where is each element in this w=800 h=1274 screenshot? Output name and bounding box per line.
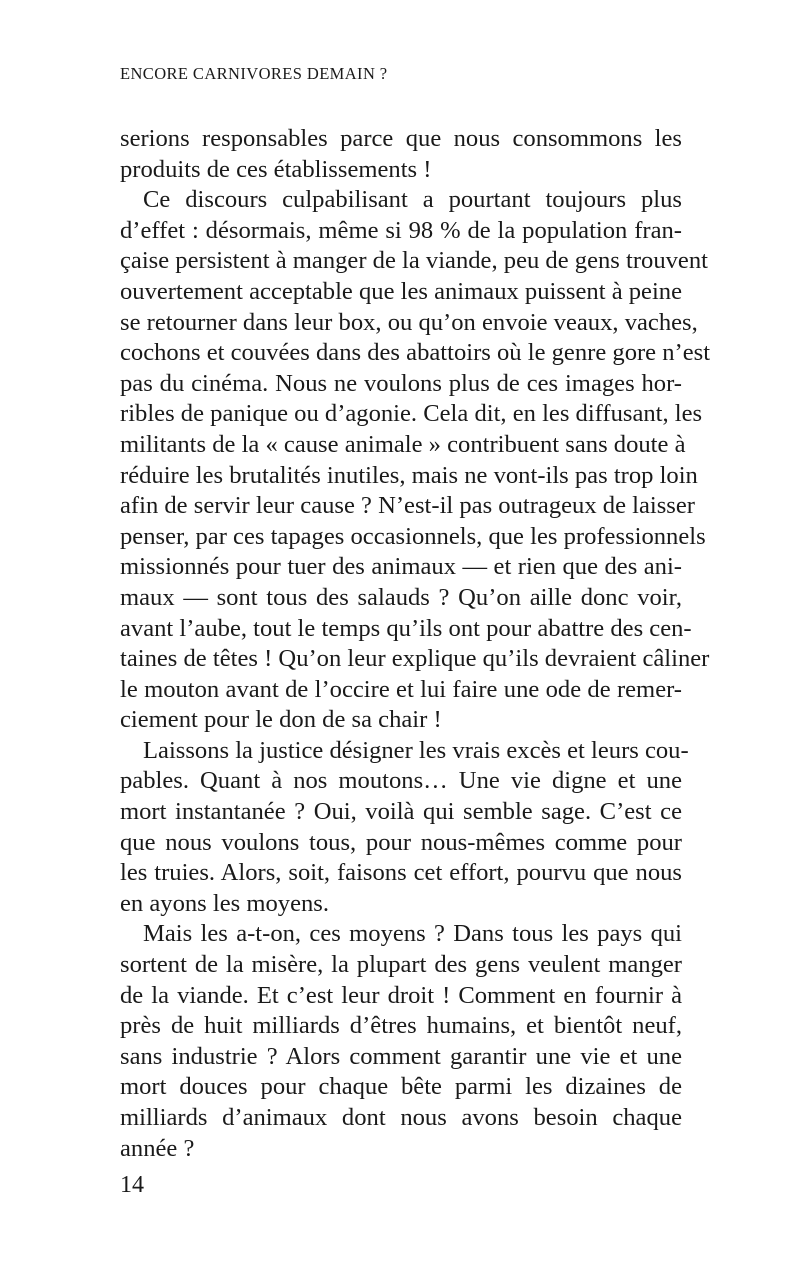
text-line: produits de ces établissements ! — [120, 155, 432, 183]
text-line: se retourner dans leur box, ou qu’on envoie veaux, vaches, — [120, 308, 698, 336]
text-line: ribles de panique ou d’agonie. Cela dit, en les diffusant, les — [120, 400, 703, 428]
text-line: en ayons les moyens. — [120, 889, 330, 917]
text-line: près de huit milliards d’êtres humains, et bientôt neuf, — [120, 1012, 682, 1040]
text-line: penser, par ces tapages occasionnels, que les professionnels — [120, 522, 706, 550]
text-line: militants de la « cause animale » contribuent sans doute à — [120, 430, 686, 458]
text-line: année ? — [120, 1134, 195, 1162]
text-line: réduire les brutalités inutiles, mais ne vont-ils pas trop loin — [120, 461, 698, 489]
text-line: d’effet : désormais, même si 98 % de la population fran- — [120, 216, 682, 244]
text-line: de la viande. Et c’est leur droit ! Comment en fournir à — [120, 981, 682, 1009]
text-line: le mouton avant de l’occire et lui faire une ode de remer- — [120, 675, 682, 703]
text-line: les truies. Alors, soit, faisons cet effort, pourvu que nous — [120, 859, 682, 887]
text-line: afin de servir leur cause ? N’est-il pas outrageux de laisser — [120, 492, 695, 520]
text-line: avant l’aube, tout le temps qu’ils ont pour abattre des cen- — [120, 614, 692, 642]
text-line: pas du cinéma. Nous ne voulons plus de ces images hor- — [120, 369, 682, 397]
text-line: cochons et couvées dans des abattoirs où le genre gore n’est — [120, 339, 711, 367]
text-line: maux — sont tous des salauds ? Qu’on aille donc voir, — [120, 583, 682, 611]
text-line: çaise persistent à manger de la viande, peu de gens trouvent — [120, 247, 708, 275]
body-text — [120, 124, 711, 1164]
text-line: Laissons la justice désigner les vrais excès et leurs cou- — [143, 736, 689, 764]
text-line: sans industrie ? Alors comment garantir une vie et une — [120, 1042, 682, 1070]
page-number: 14 — [120, 1172, 144, 1198]
text-line: pables. Quant à nos moutons… Une vie digne et une — [120, 767, 682, 795]
running-head: ENCORE CARNIVORES DEMAIN ? — [120, 64, 388, 83]
text-line: taines de têtes ! Qu’on leur explique qu’ils devraient câliner — [120, 645, 710, 673]
text-line: milliards d’animaux dont nous avons besoin chaque — [120, 1104, 682, 1131]
text-line: ouvertement acceptable que les animaux puissent à peine — [120, 277, 683, 305]
text-line: que nous voulons tous, pour nous-mêmes comme pour — [120, 828, 682, 856]
text-line: Mais les a-t-on, ces moyens ? Dans tous les pays qui — [143, 920, 682, 948]
text-line: ciement pour le don de sa chair ! — [120, 706, 442, 734]
text-line: serions responsables parce que nous consommons les — [120, 125, 682, 152]
text-line: missionnés pour tuer des animaux — et rien que des ani- — [120, 553, 682, 581]
text-line: Ce discours culpabilisant a pourtant toujours plus — [143, 186, 682, 214]
text-line: mort instantanée ? Oui, voilà qui semble sage. C’est ce — [120, 798, 682, 826]
text-line: sortent de la misère, la plupart des gens veulent manger — [120, 951, 682, 979]
text-line: mort douces pour chaque bête parmi les dizaines de — [120, 1073, 682, 1101]
